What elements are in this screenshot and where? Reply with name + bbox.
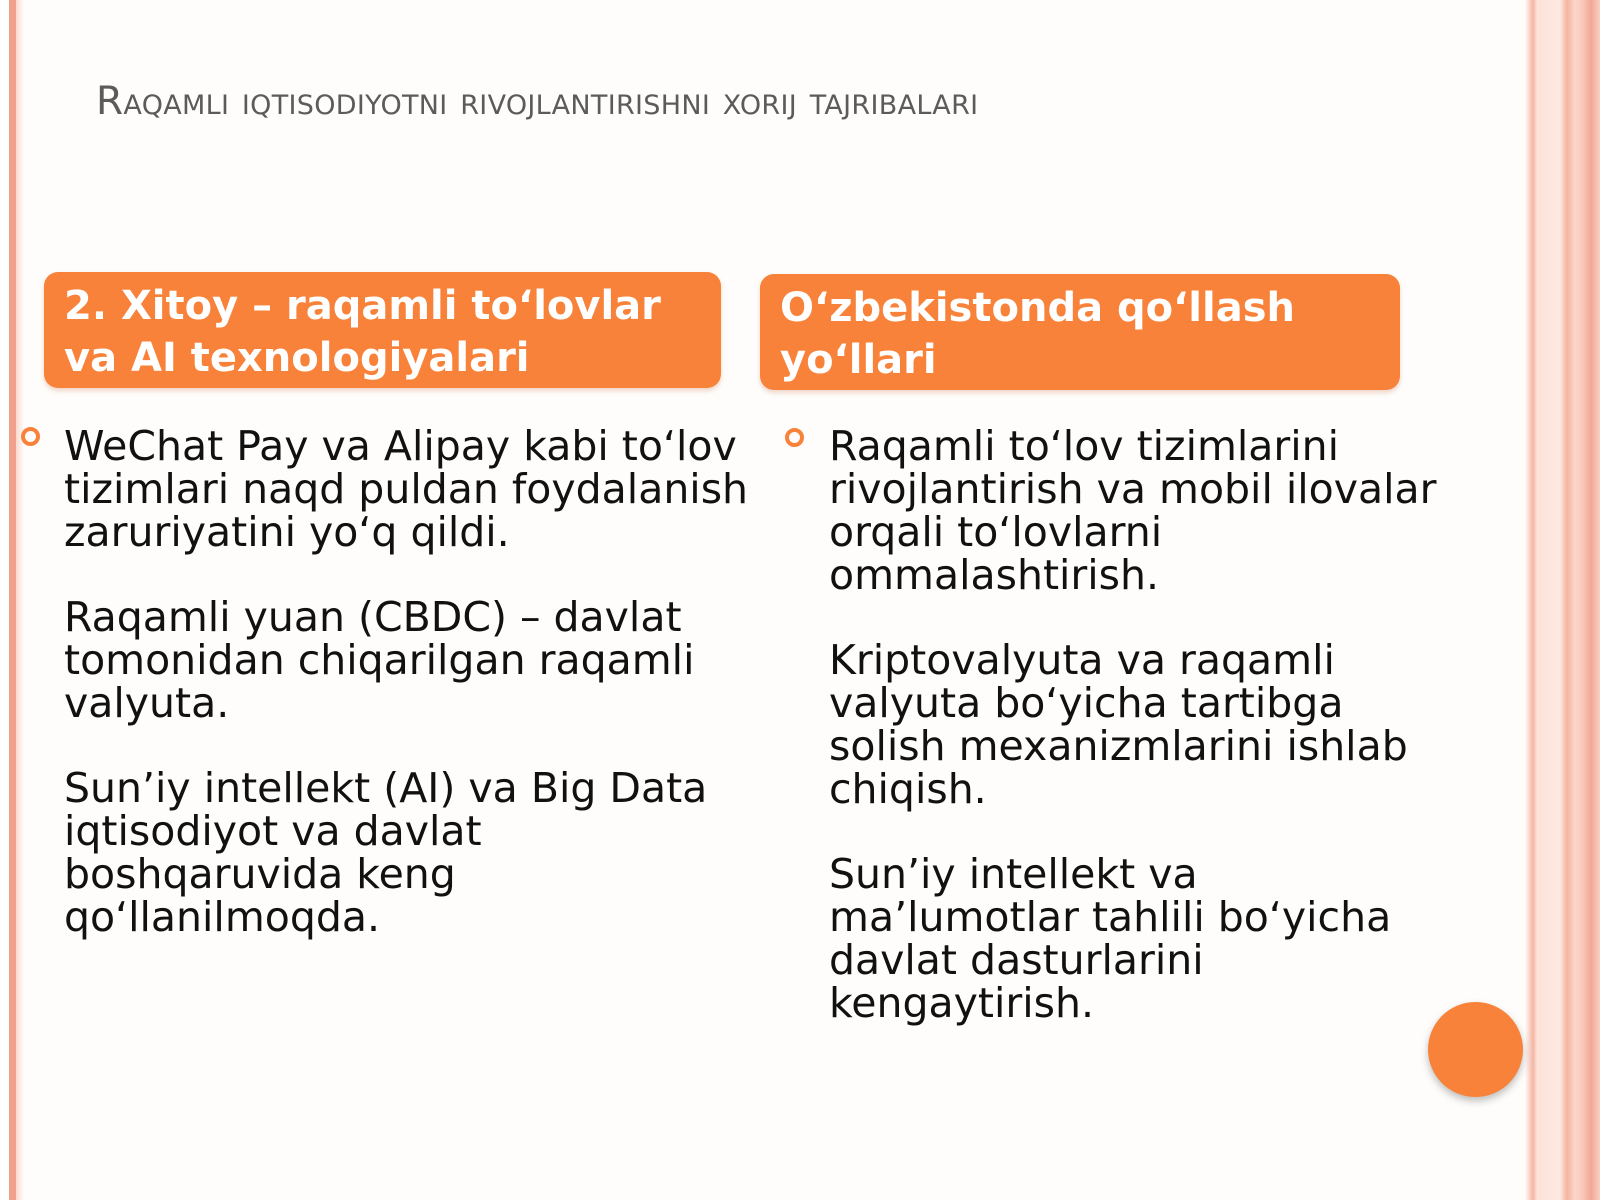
right-column-body [829, 422, 1449, 1067]
left-paragraph: Sun’iy intellekt (AI) va Big Data iqtisodiyot va davlat boshqaruvida keng qo‘llanilmoqda. [64, 764, 708, 941]
right-paragraph: Sun’iy intellekt va ma’lumotlar tahlili bo‘yicha davlat dasturlarini kengaytirish. [829, 850, 1392, 1027]
left-column-body [64, 422, 764, 981]
right-paragraph: Raqamli to‘lov tizimlarini rivojlantirish va mobil ilovalar orqali to‘lovlarni ommalashtirish. [829, 422, 1437, 599]
right-column-header: O‘zbekistonda qo‘llash yo‘llari [760, 274, 1400, 390]
left-bullet-icon [21, 427, 40, 446]
decorative-circle-icon [1428, 1002, 1523, 1097]
left-column-header: 2. Xitoy – raqamli to‘lovlar va AI texnologiyalari [44, 272, 721, 388]
right-bullet-icon [785, 428, 804, 447]
left-decorative-border [0, 0, 24, 1200]
left-paragraph: Raqamli yuan (CBDC) – davlat tomonidan chiqarilgan raqamli valyuta. [64, 593, 695, 727]
right-decorative-border [1525, 0, 1600, 1200]
right-paragraph: Kriptovalyuta va raqamli valyuta bo‘yicha tartibga solish mexanizmlarini ishlab chiqish. [829, 636, 1408, 813]
slide-title: Raqamli iqtisodiyotni rivojlantirishni xorij tajribalari [96, 79, 979, 124]
left-paragraph: WeChat Pay va Alipay kabi to‘lov tizimlari naqd puldan foydalanish zaruriyatini yo‘q qildi. [64, 422, 749, 556]
